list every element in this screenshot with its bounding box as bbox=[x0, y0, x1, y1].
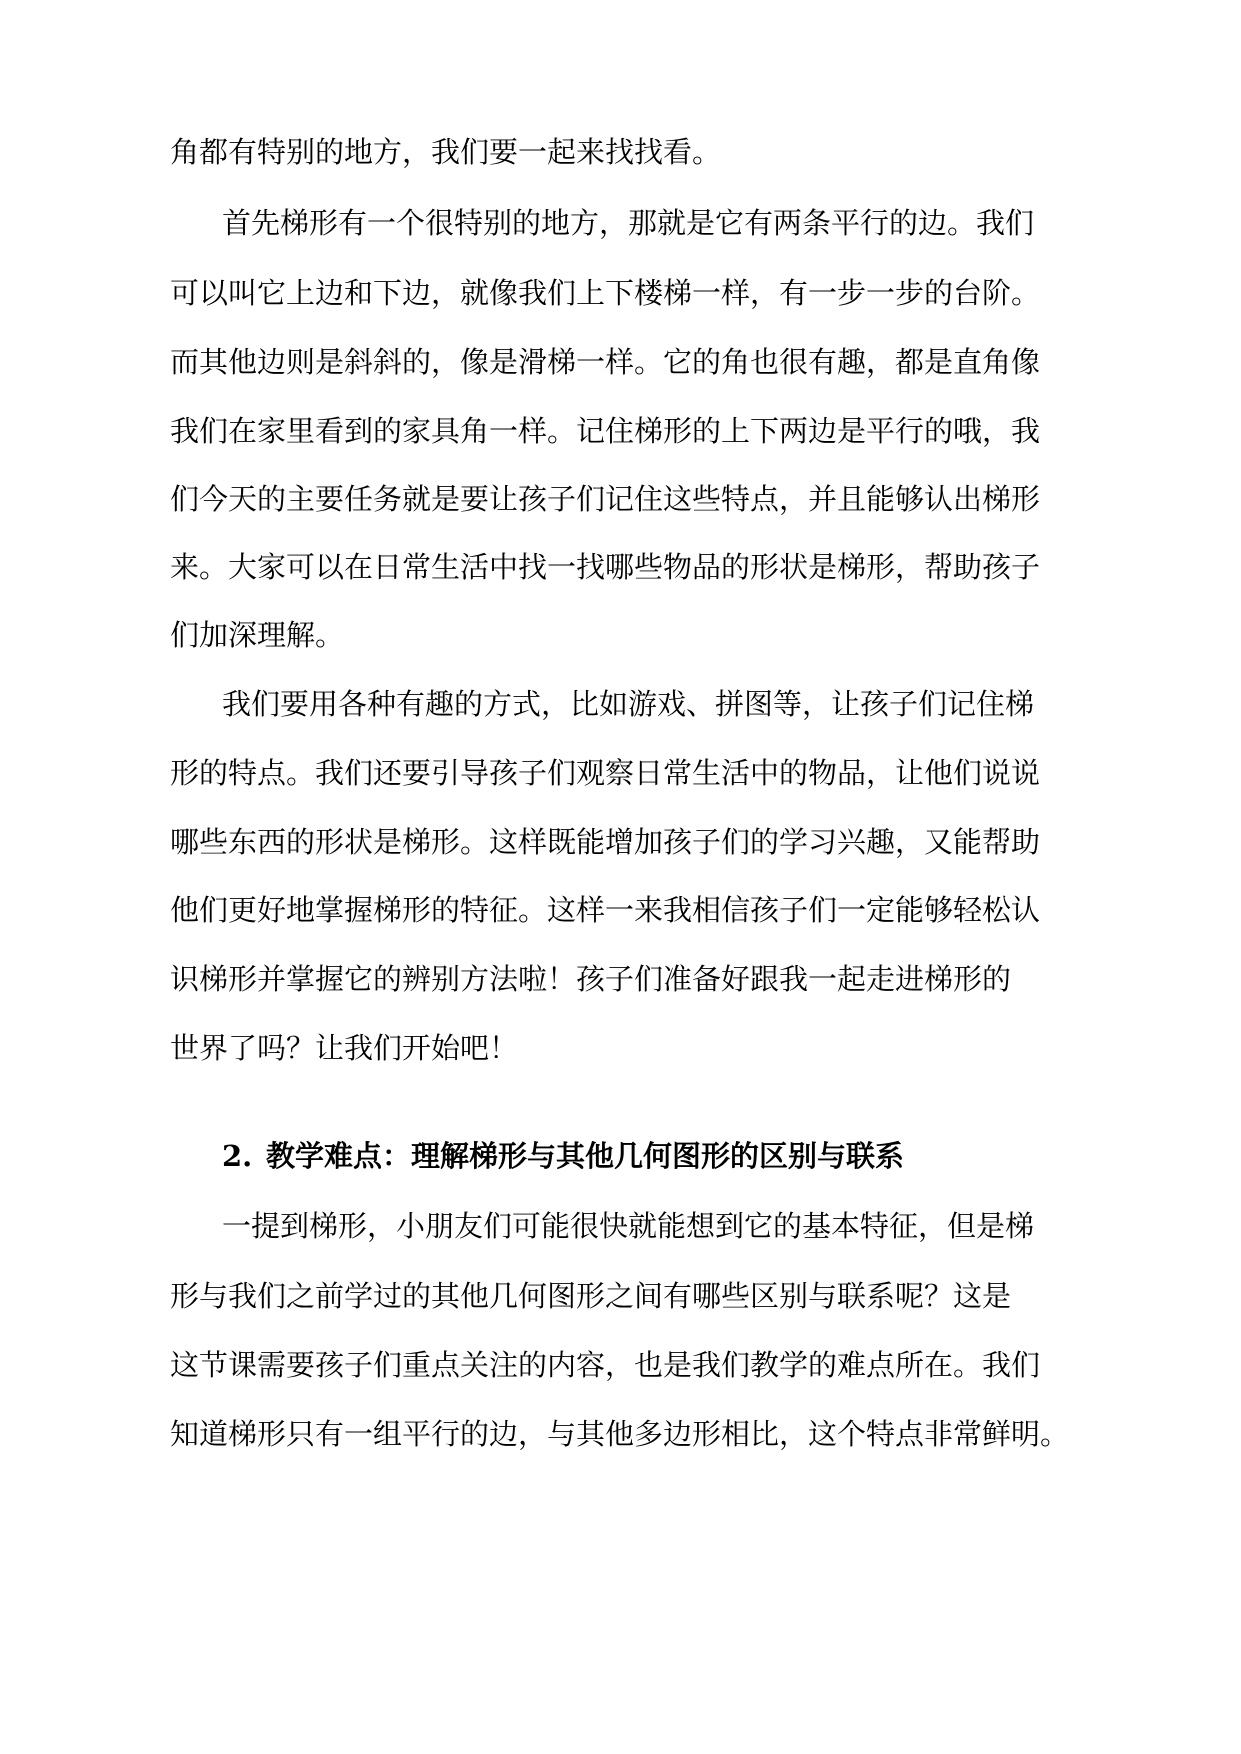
paragraph-line: 一提到梯形，小朋友们可能很快就能想到它的基本特征，但是梯 bbox=[222, 1209, 1035, 1243]
paragraph-line: 们加深理解。 bbox=[170, 618, 345, 652]
paragraph-line: 们今天的主要任务就是要让孩子们记住这些特点，并且能够认出梯形 bbox=[170, 482, 1041, 516]
section-number: 2. bbox=[222, 1139, 253, 1173]
paragraph-line: 形的特点。我们还要引导孩子们观察日常生活中的物品，让他们说说 bbox=[170, 756, 1041, 790]
paragraph-line: 形与我们之前学过的其他几何图形之间有哪些区别与联系呢？这是 bbox=[170, 1279, 1012, 1313]
paragraph-line: 而其他边则是斜斜的，像是滑梯一样。它的角也很有趣，都是直角像 bbox=[170, 345, 1041, 379]
paragraph-line: 可以叫它上边和下边，就像我们上下楼梯一样，有一步一步的台阶。 bbox=[170, 276, 1041, 310]
paragraph-line: 世界了吗？让我们开始吧！ bbox=[170, 1031, 519, 1065]
section-title: 教学难点：理解梯形与其他几何图形的区别与联系 bbox=[266, 1139, 905, 1173]
paragraph-line: 来。大家可以在日常生活中找一找哪些物品的形状是梯形，帮助孩子 bbox=[170, 550, 1041, 584]
paragraph-line: 我们在家里看到的家具角一样。记住梯形的上下两边是平行的哦，我 bbox=[170, 414, 1041, 448]
section-heading bbox=[0, 1120, 1241, 1192]
paragraph-line: 识梯形并掌握它的辨别方法啦！孩子们准备好跟我一起走进梯形的 bbox=[170, 962, 1012, 996]
paragraph-line: 首先梯形有一个很特别的地方，那就是它有两条平行的边。我们 bbox=[222, 206, 1035, 240]
paragraph-line: 我们要用各种有趣的方式，比如游戏、拼图等，让孩子们记住梯 bbox=[222, 687, 1035, 721]
paragraph-line: 他们更好地掌握梯形的特征。这样一来我相信孩子们一定能够轻松认 bbox=[170, 893, 1041, 927]
paragraph-line: 哪些东西的形状是梯形。这样既能增加孩子们的学习兴趣，又能帮助 bbox=[170, 825, 1041, 859]
paragraph-line: 知道梯形只有一组平行的边，与其他多边形相比，这个特点非常鲜明。 bbox=[170, 1417, 1070, 1451]
paragraph-line: 角都有特别的地方，我们要一起来找找看。 bbox=[170, 135, 722, 169]
paragraph-line: 这节课需要孩子们重点关注的内容，也是我们教学的难点所在。我们 bbox=[170, 1348, 1041, 1382]
